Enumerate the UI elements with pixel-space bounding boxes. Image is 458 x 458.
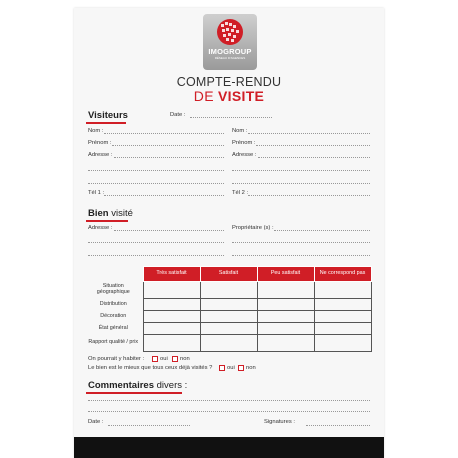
nom2-label: Nom : [232, 128, 248, 134]
bottom-band [74, 437, 384, 458]
adresse1-line2[interactable] [88, 170, 224, 171]
prenom2-field[interactable] [256, 145, 370, 146]
proprietaire-line2[interactable] [232, 242, 370, 243]
rating-cell[interactable] [143, 299, 200, 311]
commentaires-line1[interactable] [88, 400, 370, 401]
rating-cell[interactable] [257, 282, 314, 299]
nom1-label: Nom : [88, 128, 104, 134]
logo-tagline: RÉSEAU D'AGENCES [214, 55, 246, 60]
bien-adresse-line3[interactable] [88, 255, 224, 256]
footer-date-label: Date : [88, 419, 104, 425]
commentaires-line2[interactable] [88, 411, 370, 412]
title-line2: DE VISITE [193, 88, 265, 104]
mieux-oui-label: oui [227, 365, 235, 371]
row-label: Rapport qualité / prix [88, 339, 139, 346]
adresse2-line3[interactable] [232, 183, 370, 184]
rating-cell[interactable] [257, 323, 314, 335]
prenom1-field[interactable] [112, 145, 224, 146]
date-label: Date : [170, 112, 186, 118]
adresse1-label: Adresse : [88, 152, 113, 158]
bien-adresse-label: Adresse : [88, 225, 113, 231]
table-row [86, 282, 371, 299]
question-mieux: Le bien est le mieux que tous ceux déjà visités ? [88, 365, 213, 371]
habiter-non-label: non [180, 356, 190, 362]
bien-adresse-line2[interactable] [88, 242, 224, 243]
tel2-label: Tél 2 : [232, 190, 249, 196]
rating-cell[interactable] [200, 299, 257, 311]
tel1-field[interactable] [104, 195, 224, 196]
habiter-non-checkbox[interactable] [172, 356, 178, 362]
adresse1-line3[interactable] [88, 183, 224, 184]
rating-cell[interactable] [314, 323, 371, 335]
signatures-field[interactable] [306, 425, 370, 426]
rating-cell[interactable] [257, 311, 314, 323]
rating-cell[interactable] [314, 335, 371, 352]
row-label: Décoration [100, 312, 127, 319]
rating-cell[interactable] [314, 282, 371, 299]
rating-cell[interactable] [314, 299, 371, 311]
proprietaire-line3[interactable] [232, 255, 370, 256]
table-row [86, 311, 371, 323]
commentaires-underline [86, 392, 182, 394]
proprietaire-field[interactable] [274, 230, 370, 231]
rating-cell[interactable] [200, 282, 257, 299]
rating-table [86, 266, 372, 352]
table-row [86, 335, 371, 352]
row-label: Situation géographique [96, 283, 130, 295]
row-label: Distribution [99, 300, 127, 307]
rating-cell[interactable] [143, 311, 200, 323]
commentaires-heading: Commentaires divers : [88, 380, 188, 391]
row-label: État général [98, 324, 128, 331]
rating-cell[interactable] [257, 335, 314, 352]
table-row [86, 299, 371, 311]
logo-wordmark: IMOGROUP [208, 47, 252, 56]
adresse2-label: Adresse : [232, 152, 257, 158]
mieux-oui-checkbox[interactable] [219, 365, 225, 371]
rating-cell[interactable] [314, 311, 371, 323]
title-line1: COMPTE-RENDU [176, 75, 282, 89]
rating-cell[interactable] [200, 311, 257, 323]
bien-heading: Bien visité [88, 208, 133, 219]
rating-cell[interactable] [143, 335, 200, 352]
question-habiter: On pourrait y habiter : [88, 356, 145, 362]
company-logo [203, 14, 257, 70]
nom2-field[interactable] [248, 133, 370, 134]
rating-cell[interactable] [200, 335, 257, 352]
signatures-label: Signatures : [264, 419, 295, 425]
col-tres-satisfait: Très satisfait [143, 267, 200, 282]
visiteurs-underline [86, 122, 126, 124]
table-row [86, 323, 371, 335]
habiter-oui-checkbox[interactable] [152, 356, 158, 362]
date-field[interactable] [190, 117, 272, 118]
col-ne-correspond-pas: Ne correspond pas [314, 267, 371, 282]
proprietaire-label: Propriétaire (s) : [232, 225, 274, 231]
globe-logo-icon [216, 18, 244, 46]
rating-cell[interactable] [257, 299, 314, 311]
prenom1-label: Prénom : [88, 140, 112, 146]
adresse2-field[interactable] [258, 157, 370, 158]
prenom2-label: Prénom : [232, 140, 256, 146]
col-satisfait: Satisfait [200, 267, 257, 282]
tel1-label: Tél 1 : [88, 190, 105, 196]
nom1-field[interactable] [104, 133, 224, 134]
rating-cell[interactable] [200, 323, 257, 335]
tel2-field[interactable] [248, 195, 370, 196]
mieux-non-checkbox[interactable] [238, 365, 244, 371]
col-peu-satisfait: Peu satisfait [257, 267, 314, 282]
visiteurs-heading: Visiteurs [88, 110, 128, 121]
bien-underline [86, 220, 128, 222]
adresse1-field[interactable] [114, 157, 224, 158]
habiter-oui-label: oui [160, 356, 168, 362]
adresse2-line2[interactable] [232, 170, 370, 171]
footer-date-field[interactable] [108, 425, 190, 426]
rating-cell[interactable] [143, 282, 200, 299]
mieux-non-label: non [246, 365, 256, 371]
rating-cell[interactable] [143, 323, 200, 335]
bien-adresse-field[interactable] [114, 230, 224, 231]
